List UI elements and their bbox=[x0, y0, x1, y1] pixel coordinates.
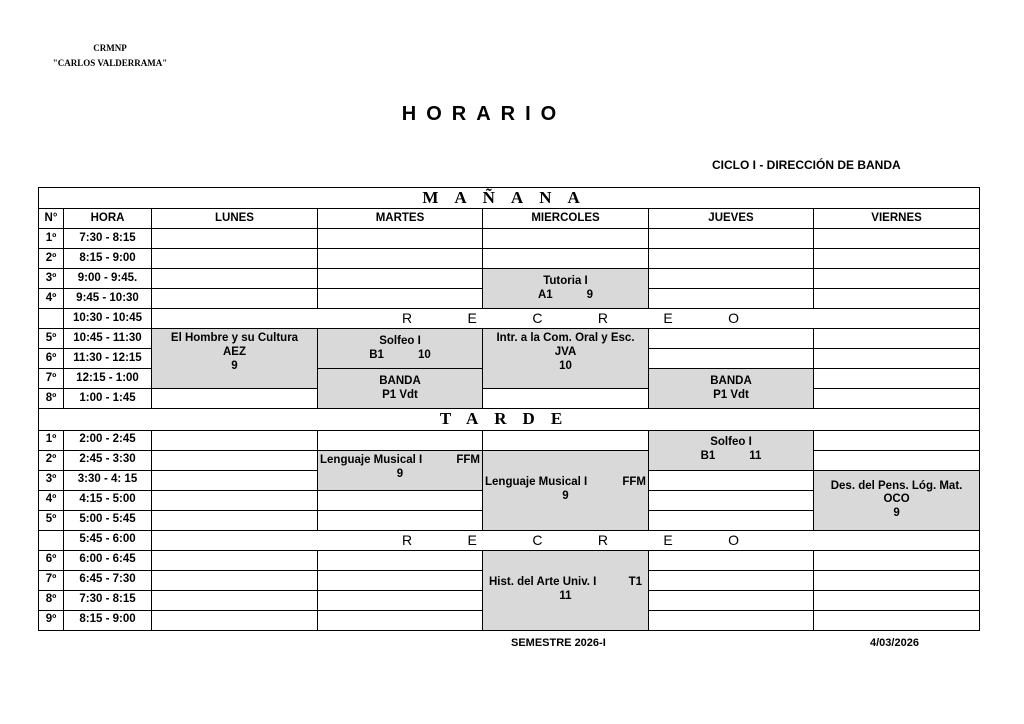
class-room: 11 bbox=[749, 450, 762, 463]
period-hora: 11:30 - 12:15 bbox=[64, 349, 152, 369]
header-row bbox=[39, 209, 980, 229]
class-name: BANDA bbox=[379, 375, 421, 388]
cell-empty bbox=[318, 430, 483, 450]
cell-empty bbox=[814, 269, 980, 289]
cell-empty bbox=[814, 610, 980, 630]
period-num: 8º bbox=[39, 590, 64, 610]
period-num: 9º bbox=[39, 610, 64, 630]
period-num: 1º bbox=[39, 229, 64, 249]
period-hora: 9:00 - 9:45. bbox=[64, 269, 152, 289]
period-num: 8º bbox=[39, 389, 64, 409]
class-banda-jueves bbox=[649, 369, 814, 409]
recreo-letter: R bbox=[597, 531, 608, 548]
class-name: El Hombre y su Cultura bbox=[170, 332, 299, 345]
class-teacher: FFM bbox=[456, 453, 480, 466]
cell-empty bbox=[483, 249, 649, 269]
class-info: P1 Vdt bbox=[713, 388, 749, 401]
table-row bbox=[39, 329, 980, 349]
cell-empty bbox=[152, 470, 318, 490]
cell-empty bbox=[483, 430, 649, 450]
recreo-letter: R bbox=[597, 310, 608, 327]
period-hora: 1:00 - 1:45 bbox=[64, 389, 152, 409]
recreo-letter: R bbox=[402, 531, 413, 548]
cell-empty bbox=[152, 490, 318, 510]
period-hora: 8:15 - 9:00 bbox=[64, 610, 152, 630]
class-code: B1 bbox=[369, 348, 384, 361]
table-row bbox=[39, 269, 980, 289]
class-solfeo-jueves bbox=[649, 430, 814, 470]
period-num bbox=[39, 309, 64, 329]
period-num: 4º bbox=[39, 490, 64, 510]
period-num: 2º bbox=[39, 249, 64, 269]
period-num: 7º bbox=[39, 369, 64, 389]
col-header-jueves: JUEVES bbox=[649, 209, 814, 229]
cell-empty bbox=[152, 590, 318, 610]
class-tutoria bbox=[483, 269, 649, 309]
cell-empty bbox=[318, 590, 483, 610]
class-code: T1 bbox=[628, 576, 642, 589]
table-row bbox=[39, 249, 980, 269]
schedule-table bbox=[38, 187, 980, 631]
cell-empty bbox=[649, 329, 814, 349]
period-num: 6º bbox=[39, 550, 64, 570]
cell-empty bbox=[152, 269, 318, 289]
cell-empty bbox=[649, 249, 814, 269]
section-title-tarde: TARDE bbox=[39, 409, 980, 430]
period-hora: 4:15 - 5:00 bbox=[64, 490, 152, 510]
cell-empty bbox=[649, 349, 814, 369]
period-num: 3º bbox=[39, 470, 64, 490]
table-row bbox=[39, 430, 980, 450]
cell-empty bbox=[152, 550, 318, 570]
cell-empty bbox=[649, 289, 814, 309]
period-hora: 10:30 - 10:45 bbox=[64, 309, 152, 329]
recreo-banner bbox=[152, 309, 980, 329]
col-header-viernes: VIERNES bbox=[814, 209, 980, 229]
cell-empty bbox=[814, 450, 980, 470]
cell-empty bbox=[152, 430, 318, 450]
col-header-martes: MARTES bbox=[318, 209, 483, 229]
class-hist-arte bbox=[483, 550, 649, 630]
institution-line-1: CRMNP bbox=[93, 43, 127, 53]
period-num: 2º bbox=[39, 450, 64, 470]
period-hora: 5:00 - 5:45 bbox=[64, 510, 152, 530]
col-header-hora: HORA bbox=[64, 209, 152, 229]
recreo-letter: O bbox=[728, 310, 740, 327]
period-num: 1º bbox=[39, 430, 64, 450]
period-hora: 3:30 - 4: 15 bbox=[64, 470, 152, 490]
recreo-row bbox=[39, 530, 980, 550]
class-lenguaje-miercoles bbox=[483, 450, 649, 530]
class-info: P1 Vdt bbox=[382, 388, 418, 401]
cell-empty bbox=[318, 249, 483, 269]
cell-empty bbox=[152, 229, 318, 249]
col-header-lunes: LUNES bbox=[152, 209, 318, 229]
cell-empty bbox=[814, 349, 980, 369]
period-num: 7º bbox=[39, 570, 64, 590]
cell-empty bbox=[814, 289, 980, 309]
cell-empty bbox=[152, 510, 318, 530]
cell-empty bbox=[152, 450, 318, 470]
cell-empty bbox=[814, 570, 980, 590]
class-room: 11 bbox=[559, 590, 572, 603]
class-des-pens bbox=[814, 470, 980, 530]
period-hora: 6:00 - 6:45 bbox=[64, 550, 152, 570]
class-solfeo-martes bbox=[318, 329, 483, 369]
period-hora: 6:45 - 7:30 bbox=[64, 570, 152, 590]
cell-empty bbox=[318, 490, 483, 510]
period-hora: 5:45 - 6:00 bbox=[64, 530, 152, 550]
col-header-num: N° bbox=[39, 209, 64, 229]
cell-empty bbox=[814, 590, 980, 610]
class-banda-martes bbox=[318, 369, 483, 409]
cell-empty bbox=[814, 369, 980, 389]
cell-empty bbox=[318, 229, 483, 249]
section-title-manana: MAÑANA bbox=[39, 188, 980, 209]
period-hora: 7:30 - 8:15 bbox=[64, 590, 152, 610]
class-code: A1 bbox=[537, 288, 553, 301]
recreo-row bbox=[39, 309, 980, 329]
class-room: 9 bbox=[231, 359, 238, 372]
recreo-letter: E bbox=[663, 531, 673, 548]
class-hombre bbox=[152, 329, 318, 389]
class-lenguaje-martes bbox=[318, 450, 483, 490]
class-teacher: JVA bbox=[554, 346, 577, 359]
cell-empty bbox=[318, 289, 483, 309]
cell-empty bbox=[814, 389, 980, 409]
semester-label: SEMESTRE 2026-I bbox=[511, 637, 606, 649]
recreo-letter: E bbox=[663, 310, 673, 327]
class-name: Solfeo I bbox=[379, 335, 421, 348]
section-row-manana bbox=[39, 188, 980, 209]
recreo-letter: R bbox=[402, 310, 413, 327]
period-num: 4º bbox=[39, 289, 64, 309]
cell-empty bbox=[649, 510, 814, 530]
cell-empty bbox=[152, 610, 318, 630]
period-hora: 9:45 - 10:30 bbox=[64, 289, 152, 309]
cell-empty bbox=[649, 470, 814, 490]
institution-line-2: "CARLOS VALDERRAMA" bbox=[52, 58, 168, 68]
cell-empty bbox=[152, 289, 318, 309]
class-room: 10 bbox=[417, 348, 431, 361]
cell-empty bbox=[814, 430, 980, 450]
cell-empty bbox=[814, 229, 980, 249]
section-row-tarde bbox=[39, 409, 980, 430]
class-name: Tutoria I bbox=[543, 275, 588, 288]
cell-empty bbox=[814, 249, 980, 269]
class-code: B1 bbox=[700, 450, 716, 463]
class-intr bbox=[483, 329, 649, 389]
cell-empty bbox=[152, 570, 318, 590]
cell-empty bbox=[318, 570, 483, 590]
cell-empty bbox=[814, 550, 980, 570]
table-row bbox=[39, 550, 980, 570]
class-name: Lenguaje Musical I bbox=[485, 476, 588, 489]
cell-empty bbox=[649, 229, 814, 249]
cell-empty bbox=[483, 229, 649, 249]
class-teacher: FFM bbox=[622, 476, 646, 489]
period-num: 6º bbox=[39, 349, 64, 369]
period-num: 5º bbox=[39, 510, 64, 530]
period-num bbox=[39, 530, 64, 550]
period-hora: 8:15 - 9:00 bbox=[64, 249, 152, 269]
class-room: 10 bbox=[559, 359, 572, 372]
table-row bbox=[39, 389, 980, 409]
recreo-banner bbox=[152, 530, 980, 550]
class-name: Solfeo I bbox=[710, 436, 752, 449]
cell-empty bbox=[152, 249, 318, 269]
class-name: Intr. a la Com. Oral y Esc. bbox=[496, 332, 635, 345]
period-num: 5º bbox=[39, 329, 64, 349]
recreo-letter: C bbox=[532, 531, 543, 548]
class-room: 9 bbox=[562, 490, 569, 503]
period-hora: 7:30 - 8:15 bbox=[64, 229, 152, 249]
recreo-letter: E bbox=[467, 310, 477, 327]
period-hora: 10:45 - 11:30 bbox=[64, 329, 152, 349]
cell-empty bbox=[649, 490, 814, 510]
table-row bbox=[39, 229, 980, 249]
cycle-label: CICLO I - DIRECCIÓN DE BANDA bbox=[712, 158, 901, 172]
period-hora: 2:45 - 3:30 bbox=[64, 450, 152, 470]
period-hora: 12:15 - 1:00 bbox=[64, 369, 152, 389]
class-room: 9 bbox=[396, 467, 404, 480]
recreo-letter: O bbox=[728, 531, 740, 548]
cell-empty bbox=[318, 610, 483, 630]
class-teacher: AEZ bbox=[223, 346, 246, 359]
cell-empty bbox=[649, 590, 814, 610]
class-teacher: OCO bbox=[883, 493, 910, 506]
recreo-letter: C bbox=[532, 310, 543, 327]
class-room: 9 bbox=[893, 507, 900, 520]
cell-empty bbox=[649, 570, 814, 590]
class-name: Hist. del Arte Univ. I bbox=[489, 576, 597, 589]
cell-empty bbox=[649, 610, 814, 630]
table-row bbox=[39, 450, 980, 470]
cell-empty bbox=[649, 550, 814, 570]
cell-empty bbox=[649, 269, 814, 289]
cell-empty bbox=[318, 510, 483, 530]
cell-empty bbox=[318, 550, 483, 570]
class-name: Des. del Pens. Lóg. Mat. bbox=[830, 479, 963, 492]
class-name: BANDA bbox=[710, 375, 752, 388]
date-label: 4/03/2026 bbox=[870, 637, 919, 649]
cell-empty bbox=[152, 389, 318, 409]
period-num: 3º bbox=[39, 269, 64, 289]
period-hora: 2:00 - 2:45 bbox=[64, 430, 152, 450]
cell-empty bbox=[814, 329, 980, 349]
col-header-miercoles: MIERCOLES bbox=[483, 209, 649, 229]
class-room: 9 bbox=[586, 288, 594, 301]
page-title: HORARIO bbox=[401, 103, 567, 125]
cell-empty bbox=[318, 269, 483, 289]
cell-empty bbox=[483, 389, 649, 409]
class-name: Lenguaje Musical I bbox=[320, 453, 423, 466]
recreo-letter: E bbox=[467, 531, 477, 548]
